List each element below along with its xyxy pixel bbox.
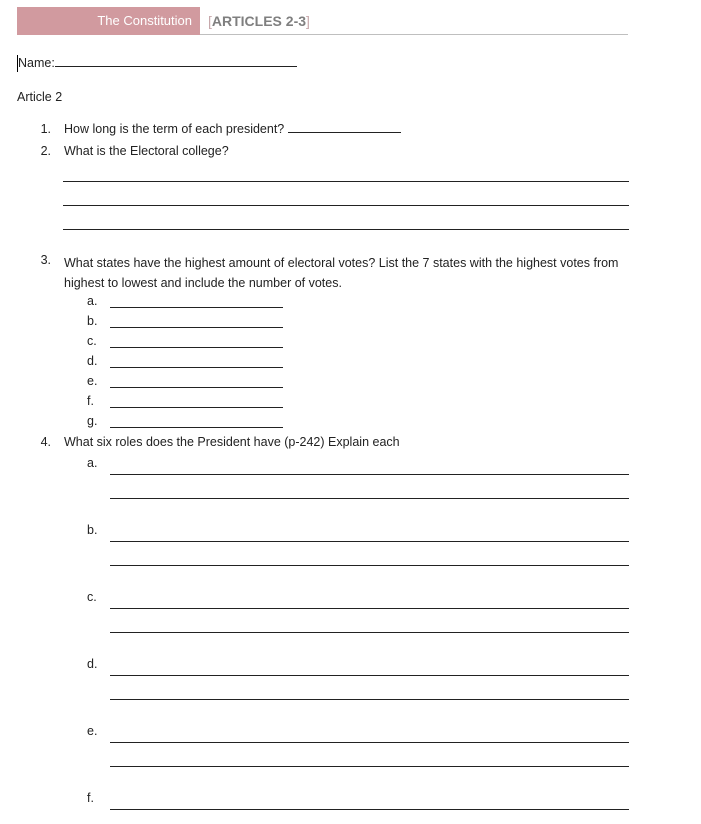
q4-item-letter: e.: [87, 724, 98, 738]
q3-item-letter: b.: [87, 314, 98, 328]
header-title: The Constitution: [17, 7, 200, 35]
q3-item-letter: d.: [87, 354, 98, 368]
q4-item-answer-line[interactable]: [110, 809, 629, 810]
q3-item-answer-field[interactable]: [110, 387, 283, 388]
question-2-text: What is the Electoral college?: [64, 144, 229, 158]
q3-item-letter: a.: [87, 294, 98, 308]
question-4-text: What six roles does the President have (p-242) Explain each: [64, 435, 400, 449]
bracket-open: [: [208, 13, 212, 29]
q4-item-answer-line[interactable]: [110, 632, 629, 633]
q4-item-answer-line[interactable]: [110, 498, 629, 499]
q4-item-letter: f.: [87, 791, 94, 805]
question-4-number: 4.: [40, 435, 51, 449]
question-2-answer-line[interactable]: [63, 229, 629, 230]
header-subtitle: [208, 7, 310, 35]
q4-item-answer-line[interactable]: [110, 675, 629, 676]
question-3-number: 3.: [40, 253, 51, 267]
q3-item-letter: g.: [87, 414, 98, 428]
q3-item-answer-field[interactable]: [110, 327, 283, 328]
q4-item-letter: a.: [87, 456, 98, 470]
q3-item-letter: f.: [87, 394, 94, 408]
header-subtitle-text: ARTICLES 2-3: [211, 13, 307, 29]
q3-item-answer-field[interactable]: [110, 367, 283, 368]
q4-item-answer-line[interactable]: [110, 766, 629, 767]
question-2-answer-line[interactable]: [63, 181, 629, 182]
section-title: Article 2: [17, 90, 63, 104]
q3-item-answer-field[interactable]: [110, 407, 283, 408]
question-2-answer-line[interactable]: [63, 205, 629, 206]
header-rule: [200, 34, 628, 35]
q4-item-answer-line[interactable]: [110, 474, 629, 475]
q4-item-letter: c.: [87, 590, 97, 604]
question-1-text: How long is the term of each president?: [64, 122, 285, 136]
q3-item-answer-field[interactable]: [110, 307, 283, 308]
q4-item-letter: d.: [87, 657, 98, 671]
q4-item-answer-line[interactable]: [110, 699, 629, 700]
bracket-close: ]: [306, 13, 310, 29]
q3-item-letter: e.: [87, 374, 98, 388]
name-label: [18, 56, 297, 70]
q4-item-letter: b.: [87, 523, 98, 537]
q3-item-answer-field[interactable]: [110, 347, 283, 348]
name-label-text: Name:: [18, 56, 55, 70]
question-1: [64, 122, 401, 136]
q4-item-answer-line[interactable]: [110, 565, 629, 566]
q4-item-answer-line[interactable]: [110, 742, 629, 743]
q4-item-answer-line[interactable]: [110, 541, 629, 542]
question-3-text: What states have the highest amount of electoral votes? List the 7 states with the highest votes from highest to lowest and include the number of votes.: [64, 256, 619, 290]
question-1-number: 1.: [40, 122, 51, 136]
name-field[interactable]: [55, 66, 297, 67]
q3-item-answer-field[interactable]: [110, 427, 283, 428]
question-1-answer-field[interactable]: [288, 132, 401, 133]
q3-item-letter: c.: [87, 334, 97, 348]
q4-item-answer-line[interactable]: [110, 608, 629, 609]
question-2-number: 2.: [40, 144, 51, 158]
